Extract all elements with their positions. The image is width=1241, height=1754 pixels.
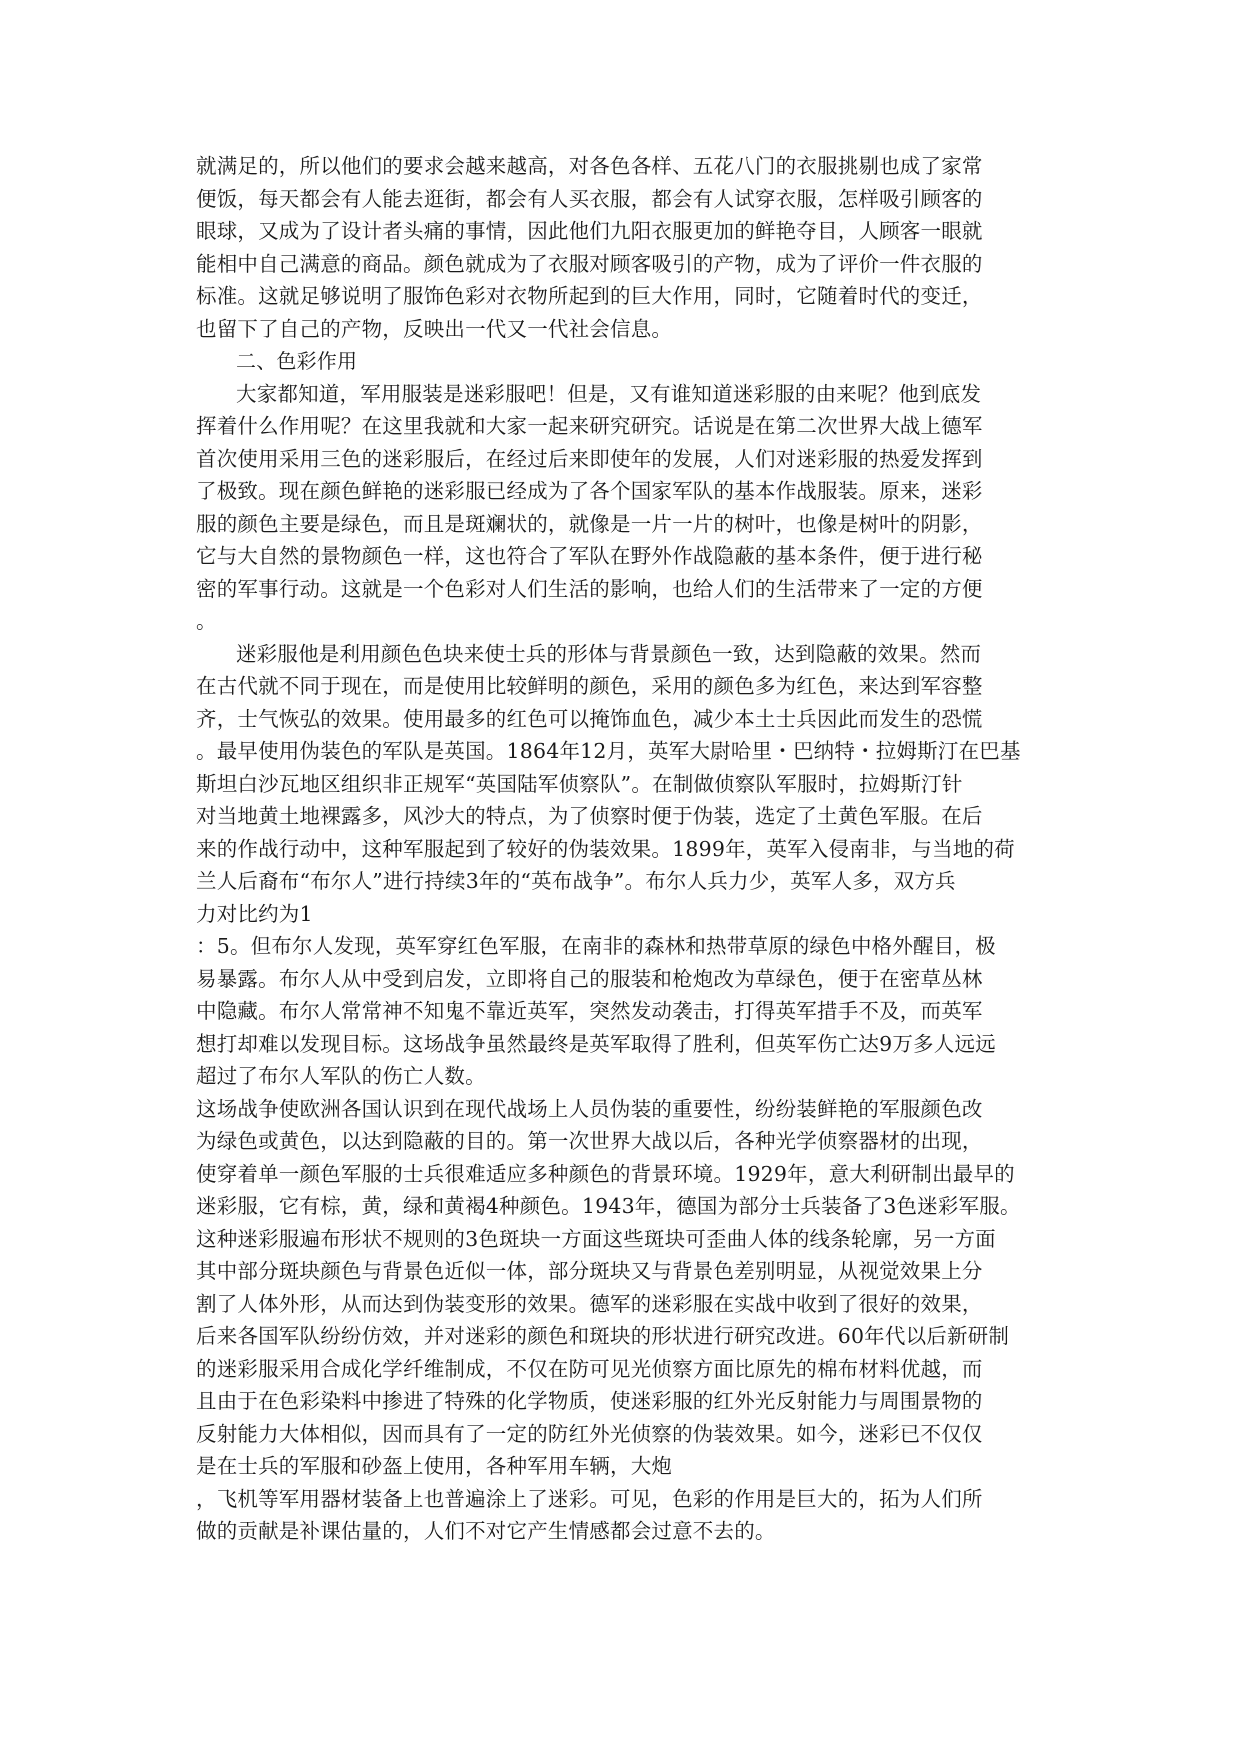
text-line: 了极致。现在颜色鲜艳的迷彩服已经成为了各个国家军队的基本作战服装。原来，迷彩 [196,479,983,503]
text-line: ：5。但布尔人发现，英军穿红色军服，在南非的森林和热带草原的绿色中格外醒目，极 [196,934,996,958]
text-line: 服的颜色主要是绿色，而且是斑斓状的，就像是一片一片的树叶，也像是树叶的阴影， [196,511,983,536]
text-line: 齐，士气恢弘的效果。使用最多的红色可以掩饰血色，减少本土士兵因此而发生的恐慌 [196,706,983,731]
text-line: 力对比约为1 [196,901,313,926]
text-line: 便饭，每天都会有人能去逛街，都会有人买衣服，都会有人试穿衣服，怎样吸引顾客的 [196,186,983,211]
text-line: 超过了布尔人军队的伤亡人数。 [196,1064,486,1088]
text-line: 大家都知道，军用服装是迷彩服吧！但是，又有谁知道迷彩服的由来呢？他到底发 [236,381,982,406]
text-line: 后来各国军队纷纷仿效，并对迷彩的颜色和斑块的形状进行研究改进。60年代以后新研制 [196,1324,1010,1348]
text-line: 且由于在色彩染料中掺进了特殊的化学物质，使迷彩服的红外光反射能力与周围景物的 [196,1389,983,1413]
text-line: 兰人后裔布“布尔人”进行持续3年的“英布战争”。布尔人兵力少，英军人多，双方兵 [196,869,956,893]
text-line: 首次使用采用三色的迷彩服后，在经过后来即使年的发展，人们对迷彩服的热爱发挥到 [196,446,983,471]
text-line: 密的军事行动。这就是一个色彩对人们生活的影响，也给人们的生活带来了一定的方便 [196,576,983,601]
text-line: 是在士兵的军服和砂盔上使用，各种军用车辆，大炮 [196,1454,673,1478]
text-line: 想打却难以发现目标。这场战争虽然最终是英军取得了胜利，但英军伤亡达9万多人远远 [196,1031,996,1056]
text-line: 对当地黄土地裸露多，风沙大的特点，为了侦察时便于伪装，选定了土黄色军服。在后 [196,804,983,828]
text-line: 迷彩服他是利用颜色色块来使士兵的形体与背景颜色一致，达到隐蔽的效果。然而 [236,641,982,666]
text-line: 就满足的，所以他们的要求会越来越高，对各色各样、五花八门的衣服挑剔也成了家常 [196,154,983,178]
text-line: 的迷彩服采用合成化学纤维制成，不仅在防可见光侦察方面比原先的棉布材料优越，而 [196,1356,983,1381]
text-line: 这种迷彩服遍布形状不规则的3色斑块一方面这些斑块可歪曲人体的线条轮廓，另一方面 [196,1226,996,1251]
text-line: 使穿着单一颜色军服的士兵很难适应多种颜色的背景环境。1929年，意大利研制出最早的 [196,1161,1015,1186]
text-line: 斯坦白沙瓦地区组织非正规军“英国陆军侦察队”。在制做侦察队军服时，拉姆斯汀针 [196,771,963,796]
text-line: 来的作战行动中，这种军服起到了较好的伪装效果。1899年，英军入侵南非，与当地的荷 [196,836,1015,861]
text-line: 这场战争使欧洲各国认识到在现代战场上人员伪装的重要性，纷纷装鲜艳的军服颜色改 [196,1096,983,1121]
text-line: 它与大自然的景物颜色一样，这也符合了军队在野外作战隐蔽的基本条件，便于进行秘 [196,544,983,568]
text-line: 能相中自己满意的商品。颜色就成为了衣服对顾客吸引的产物，成为了评价一件衣服的 [196,251,983,276]
text-line: 也留下了自己的产物，反映出一代又一代社会信息。 [196,316,673,341]
text-line: 眼球，又成为了设计者头痛的事情，因此他们九阳衣服更加的鲜艳夺目，人顾客一眼就 [196,219,983,243]
text-line: 做的贡献是补课估量的，人们不对它产生情感都会过意不去的。 [196,1519,776,1543]
section-heading: 二、色彩作用 [236,349,358,373]
text-line: 为绿色或黄色，以达到隐蔽的目的。第一次世界大战以后，各种光学侦察器材的出现， [196,1129,983,1153]
text-line: 中隐藏。布尔人常常神不知鬼不靠近英军，突然发动袭击，打得英军措手不及，而英军 [196,999,983,1023]
text-line: 反射能力大体相似，因而具有了一定的防红外光侦察的伪装效果。如今，迷彩已不仅仅 [196,1421,983,1446]
text-line: 易暴露。布尔人从中受到启发，立即将自己的服装和枪炮改为草绿色，便于在密草丛林 [196,966,983,991]
text-line: 。 [196,609,217,633]
text-line: 迷彩服，它有棕，黄，绿和黄褐4种颜色。1943年，德国为部分士兵装备了3色迷彩军服。 [196,1194,1021,1218]
text-line: 割了人体外形，从而达到伪装变形的效果。德军的迷彩服在实战中收到了很好的效果， [196,1291,983,1316]
text-line: ，飞机等军用器材装备上也普遍涂上了迷彩。可见，色彩的作用是巨大的，拓为人们所 [196,1486,983,1511]
text-line: 挥着什么作用呢？在这里我就和大家一起来研究研究。话说是在第二次世界大战上德军 [196,414,983,438]
text-line: 其中部分斑块颜色与背景色近似一体，部分斑块又与背景色差别明显，从视觉效果上分 [196,1259,983,1283]
text-line: 在古代就不同于现在，而是使用比较鲜明的颜色，采用的颜色多为红色，来达到军容整 [196,674,983,698]
text-line: 标准。这就足够说明了服饰色彩对衣物所起到的巨大作用，同时，它随着时代的变迁， [196,284,983,308]
document-body [196,150,1066,1548]
text-line: 。最早使用伪装色的军队是英国。1864年12月，英军大尉哈里・巴纳特・拉姆斯汀在巴基 [196,739,1021,763]
